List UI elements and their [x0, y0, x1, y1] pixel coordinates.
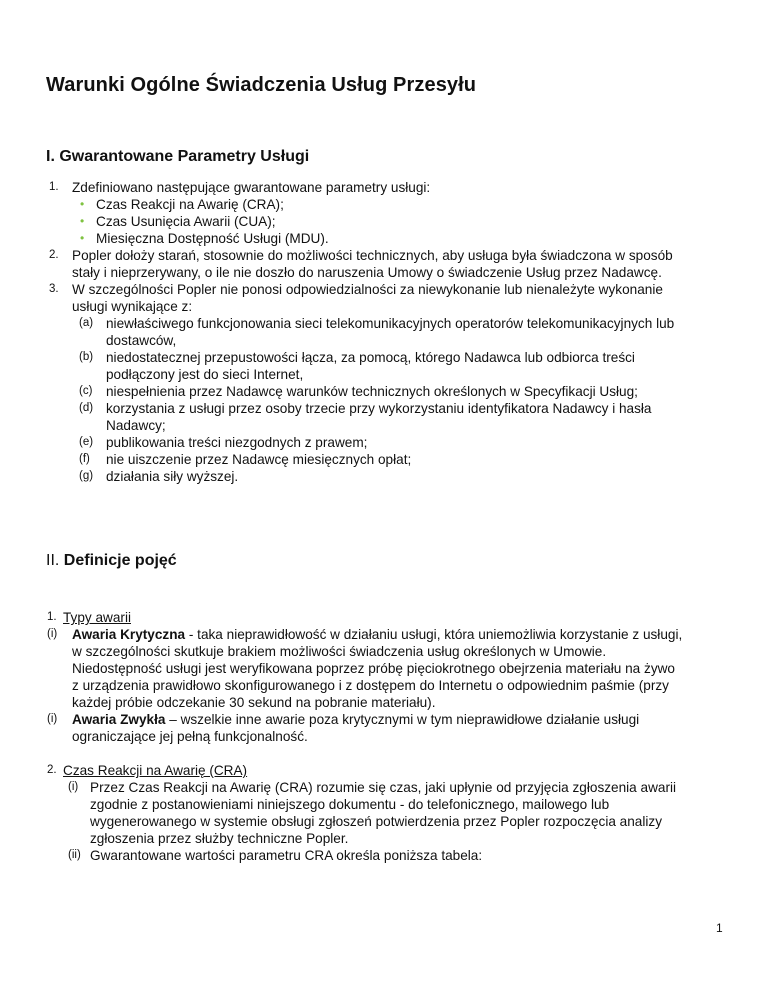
section-1-heading: I. Gwarantowane Parametry Usługi	[46, 148, 310, 165]
definition-text: zgłoszenia przez służby techniczne Popler.	[90, 831, 349, 846]
subitem-text: niewłaściwego funkcjonowania sieci telekomunikacyjnych operatorów telekomunikacyjnych lub	[106, 316, 675, 331]
page-number: 1	[716, 921, 723, 935]
definition-first-line	[72, 711, 639, 728]
subitem-label: (g)	[79, 470, 94, 482]
subitem-text: korzystania z usługi przez osoby trzecie przy wykorzystaniu identyfikatora Nadawcy i hasła	[106, 401, 652, 416]
subitem-text: dostawców,	[106, 333, 177, 348]
definition-first-line	[72, 626, 682, 643]
bullet-icon: •	[80, 214, 85, 228]
item-number: 3.	[49, 283, 59, 295]
item-title: Typy awarii	[63, 610, 131, 625]
definition-text: – wszelkie inne awarie poza krytycznymi w tym nieprawidłowe działanie usługi	[165, 712, 640, 727]
definition-text: Gwarantowane wartości parametru CRA określa poniższa tabela:	[90, 848, 483, 863]
bullet-item: Miesięczna Dostępność Usługi (MDU).	[96, 231, 329, 246]
subitem-label: (a)	[79, 317, 94, 329]
definition-label: (i)	[47, 713, 58, 725]
definition-text: Niedostępność usługi jest weryfikowana poprzez próbę pięciokrotnego obejrzenia materiału na żywo	[72, 661, 675, 676]
subitem-text: publikowania treści niezgodnych z prawem;	[106, 435, 368, 450]
item-number: 2.	[49, 249, 59, 261]
subitem-text: nie uiszczenie przez Nadawcę miesięcznych opłat;	[106, 452, 412, 467]
item-text: W szczególności Popler nie ponosi odpowiedzialności za niewykonanie lub nienależyte wykonanie	[72, 282, 663, 297]
section-2-heading-title: Definicje pojęć	[63, 552, 177, 569]
bullet-icon: •	[80, 231, 85, 245]
subitem-text: działania siły wyższej.	[106, 469, 239, 484]
subitem-label: (b)	[79, 351, 94, 363]
subitem-label: (d)	[79, 402, 94, 414]
definition-text: z urządzenia prawidłowo skonfigurowanego i z dostępem do Internetu o odpowiednim paśmie (przy	[72, 678, 669, 693]
document-title: Warunki Ogólne Świadczenia Usług Przesyłu	[46, 74, 477, 96]
definition-text: wygenerowanego w systemie obsługi zgłoszeń potwierdzenia przez Popler rozpoczęcia analizy	[90, 814, 662, 829]
subitem-text: Nadawcy;	[106, 418, 166, 433]
subitem-label: (f)	[79, 453, 90, 465]
item-number: 2.	[47, 764, 57, 776]
subitem-label: (c)	[79, 385, 93, 397]
item-text: stały i nieprzerywany, o ile nie doszło do naruszenia Umowy o świadczenie Usług przez Nadawcę.	[72, 265, 662, 280]
definition-text: w szczególności skutkuje brakiem możliwości świadczenia usług określonych w Umowie.	[72, 644, 607, 659]
definition-term: Awaria Zwykła	[72, 712, 166, 727]
definition-text: zgodnie z postanowieniami niniejszego dokumentu - do telefonicznego, mailowego lub	[90, 797, 610, 812]
subitem-text: podłączony jest do sieci Internet,	[106, 367, 304, 382]
definition-text: każdej próbie odczekanie 30 sekund na pobranie materiału).	[72, 695, 436, 710]
definition-label: (i)	[47, 628, 58, 640]
item-text: usługi wynikające z:	[72, 299, 193, 314]
item-text: Zdefiniowano następujące gwarantowane parametry usługi:	[72, 180, 431, 195]
item-number: 1.	[47, 611, 57, 623]
bullet-item: Czas Reakcji na Awarię (CRA);	[96, 197, 284, 212]
definition-text: - taka nieprawidłowość w działaniu usługi, która uniemożliwia korzystanie z usługi,	[185, 627, 683, 642]
item-text: Popler dołoży starań, stosownie do możliwości technicznych, aby usługa była świadczona w sposób	[72, 248, 673, 263]
subitem-text: niespełnienia przez Nadawcę warunków technicznych określonych w Specyfikacji Usług;	[106, 384, 638, 399]
bullet-item: Czas Usunięcia Awarii (CUA);	[96, 214, 276, 229]
section-2-heading	[46, 552, 177, 570]
definition-label: (i)	[68, 781, 79, 793]
section-2-heading-prefix: II.	[46, 552, 64, 569]
bullet-icon: •	[80, 197, 85, 211]
item-title: Czas Reakcji na Awarię (CRA)	[63, 763, 248, 778]
definition-text: Przez Czas Reakcji na Awarię (CRA) rozumie się czas, jaki upłynie od przyjęcia zgłoszenia awarii	[90, 780, 677, 795]
definition-text: ograniczające jej pełną funkcjonalność.	[72, 729, 308, 744]
subitem-label: (e)	[79, 436, 94, 448]
definition-label: (ii)	[68, 849, 81, 861]
subitem-text: niedostatecznej przepustowości łącza, za pomocą, którego Nadawca lub odbiorca treści	[106, 350, 635, 365]
item-number: 1.	[49, 181, 59, 193]
definition-term: Awaria Krytyczna	[72, 627, 186, 642]
